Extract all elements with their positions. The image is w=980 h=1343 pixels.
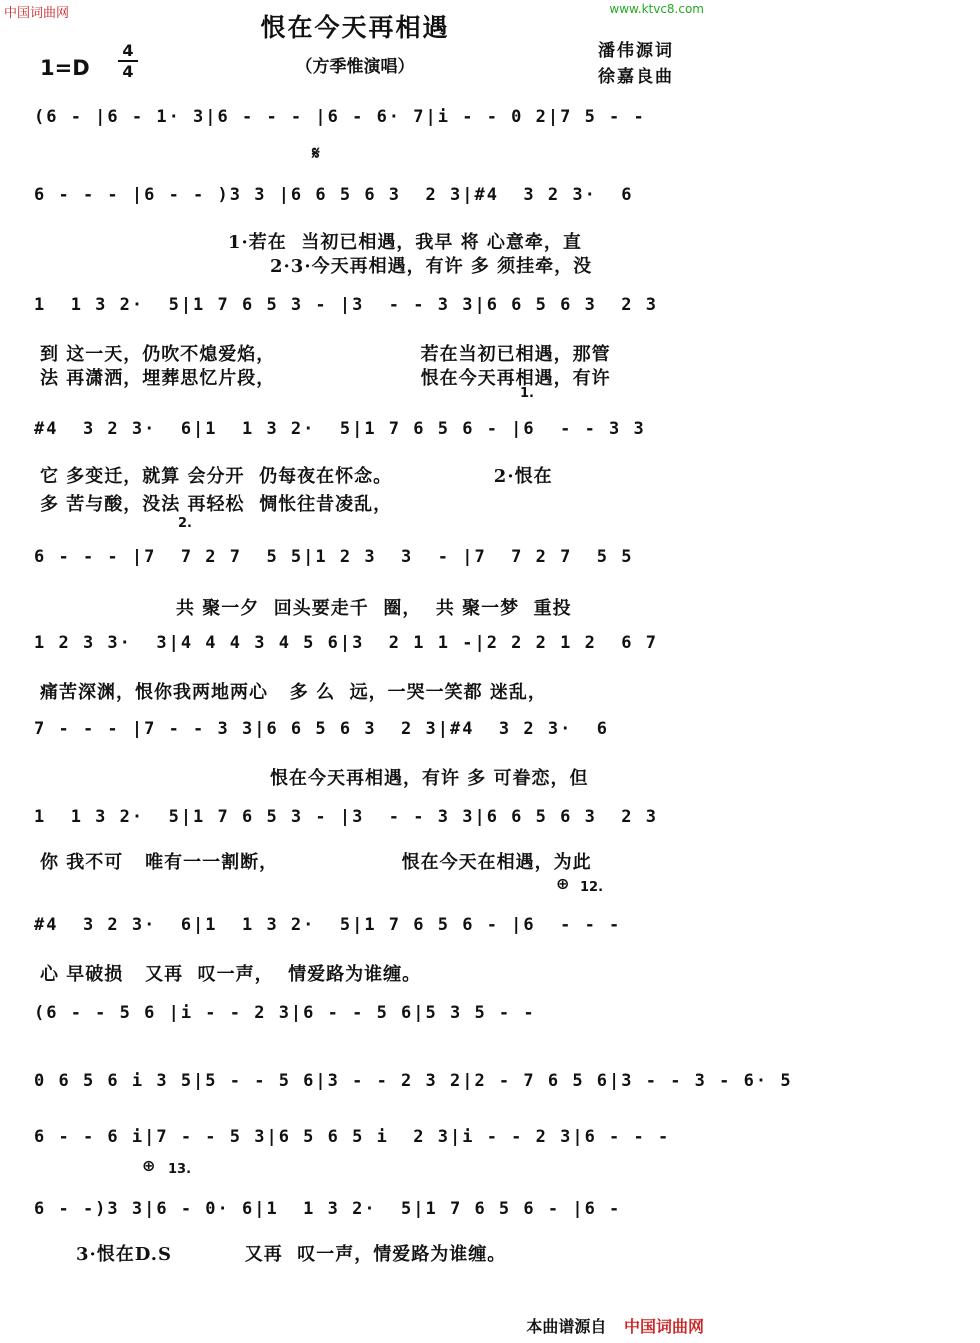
coda-mark-2: ⊕ xyxy=(142,1156,156,1175)
notation-row-10: (6 - - 5 6 |i - - 2 3|6 - - 5 6|5 3 5 - - xyxy=(34,1003,548,1023)
time-signature xyxy=(118,42,138,80)
song-title: 恨在今天再相遇 xyxy=(260,13,450,42)
lyric-line-12: 3·恨在D.S 又再 叹一声，情爱路为谁缠。 xyxy=(76,1244,507,1265)
lyric-line-10: 你 我不可 唯有一一割断， 恨在今天在相遇，为此 xyxy=(40,852,592,873)
footer xyxy=(526,1314,704,1337)
song-subtitle: （方季惟演唱） xyxy=(295,57,415,77)
watermark-left: 中国词曲网 xyxy=(4,6,70,21)
watermark-right: www.ktvc8.com xyxy=(609,2,704,16)
notation-row-11: 0 6 5 6 i 3 5|5 - - 5 6|3 - - 2 3 2|2 - 7 6 5 6|3 - - 3 - 6· 5 xyxy=(34,1071,793,1091)
lyric-line-7: 共 聚一夕 回头要走千 圈， 共 聚一梦 重投 xyxy=(176,598,572,619)
notation-row-3: 1 1 3 2· 5|1 7 6 5 3 - |3 - - 3 3|6 6 5 6 3 2 3 xyxy=(34,295,658,315)
lyric-line-5: 它 多变迁，就算 会分开 仍每夜在怀念。 2·恨在 xyxy=(40,466,553,487)
segno-mark: 𝄋 xyxy=(312,143,320,164)
lyric-line-1: 1·若在 当初已相遇，我早 将 心意牵，直 xyxy=(228,232,582,253)
notation-row-9: #4 3 2 3· 6|1 1 3 2· 5|1 7 6 5 6 - |6 - - - xyxy=(34,915,634,935)
key-signature: 1=D xyxy=(40,56,90,80)
lyric-line-3: 到 这一天，仍吹不熄爱焰， 若在当初已相遇，那管 xyxy=(40,344,611,365)
coda-mark-1: ⊕ xyxy=(556,874,570,893)
notation-row-5: 6 - - - |7 7 2 7 5 5|1 2 3 3 - |7 7 2 7 5 5 xyxy=(34,547,634,567)
notation-row-13: 6 - -)3 3|6 - 0· 6|1 1 3 2· 5|1 7 6 5 6 - |6 - xyxy=(34,1199,634,1219)
notation-row-1: (6 - |6 - 1· 3|6 - - - |6 - 6· 7|i - - 0 2|7 5 - - xyxy=(34,107,658,127)
second-ending-mark: 2. xyxy=(178,516,192,531)
lyric-line-9: 恨在今天再相遇，有许 多 可眷恋，但 xyxy=(270,768,589,789)
lyric-line-8: 痛苦深渊，恨你我两地两心 多 么 远，一哭一笑都 迷乱， xyxy=(40,682,547,703)
ending-12-mark: 12. xyxy=(580,880,604,895)
lyric-line-11: 心 早破损 又再 叹一声， 情爱路为谁缠。 xyxy=(40,964,422,985)
footer-source: 本曲谱源自 xyxy=(526,1317,607,1336)
notation-row-6: 1 2 3 3· 3|4 4 4 3 4 5 6|3 2 1 1 -|2 2 2 1 2 6 7 xyxy=(34,633,658,653)
notation-row-4: #4 3 2 3· 6|1 1 3 2· 5|1 7 6 5 6 - |6 - - 3 3 xyxy=(34,419,646,439)
lyric-line-4: 法 再潇洒，埋葬思忆片段， 恨在今天再相遇，有许 xyxy=(40,368,611,389)
notation-row-12: 6 - - 6 i|7 - - 5 3|6 5 6 5 i 2 3|i - - 2 3|6 - - - xyxy=(34,1127,683,1147)
first-ending-mark: 1. xyxy=(520,386,534,401)
composer-credit: 徐嘉良曲 xyxy=(598,67,674,87)
lyric-line-6: 多 苦与酸，没法 再轻松 惆怅往昔凌乱， xyxy=(40,494,393,515)
lyricist-credit: 潘伟源词 xyxy=(598,41,674,61)
time-bottom: 4 xyxy=(122,62,134,81)
time-top: 4 xyxy=(122,41,134,60)
footer-site: 中国词曲网 xyxy=(623,1317,704,1336)
notation-row-8: 1 1 3 2· 5|1 7 6 5 3 - |3 - - 3 3|6 6 5 6 3 2 3 xyxy=(34,807,658,827)
lyric-line-2: 2·3·今天再相遇，有许 多 须挂牵，没 xyxy=(270,256,593,277)
notation-row-7: 7 - - - |7 - - 3 3|6 6 5 6 3 2 3|#4 3 2 3· 6 xyxy=(34,719,610,739)
notation-row-2: 6 - - - |6 - - )3 3 |6 6 5 6 3 2 3|#4 3 2 3· 6 xyxy=(34,185,634,205)
ending-13-mark: 13. xyxy=(168,1162,192,1177)
